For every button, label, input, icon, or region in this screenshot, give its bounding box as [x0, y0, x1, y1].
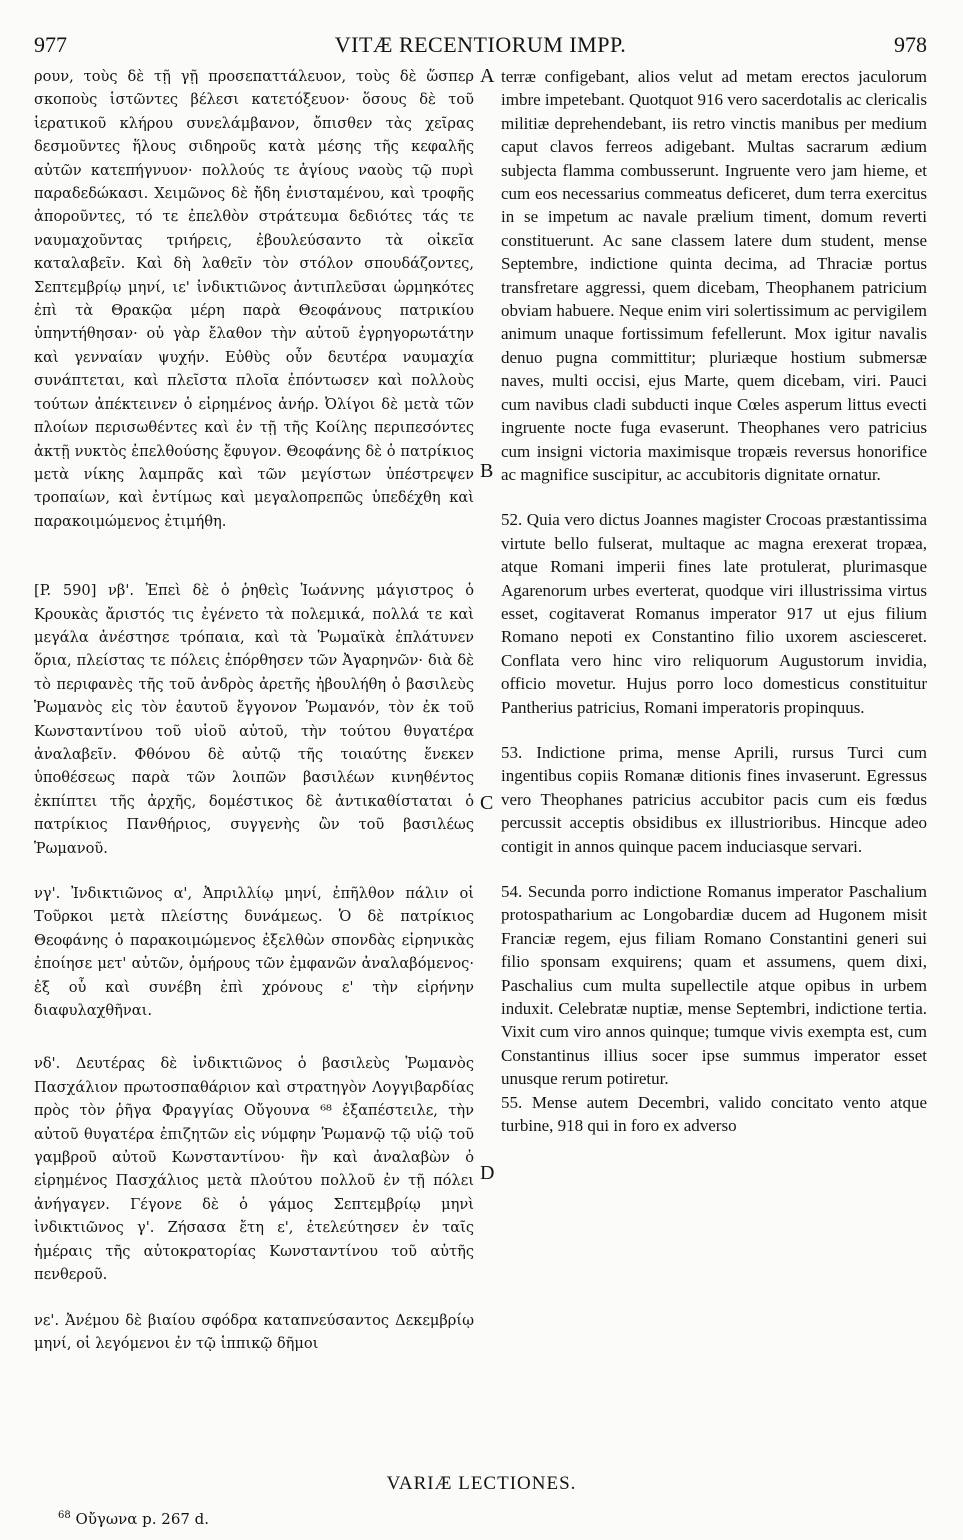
margin-letter-c: C	[480, 792, 494, 814]
footnote	[58, 1510, 209, 1528]
latin-paragraph-53: 53. Indictione prima, mense Aprili, rursus Turci cum ingentibus copiis Romanæ ditionis fines invaserunt. Egressus vero Theophanes patricius accubitor pacis cum eis fœdus percussit acceptis obsidibus ex illustrioribus. Hincque adeo contigit in annos quinque pacem induciasque servari.	[501, 742, 927, 856]
greek-paragraph-54: νδ'. Δευτέρας δὲ ἰνδικτιῶνος ὁ βασιλεὺς Ῥωμανὸς Πασχάλιον πρωτοσπαθάριον καὶ στρατηγὸν Λογγιβαρδίας πρὸς τὸν ῥῆγα Φραγγίας Οὔγουνα ⁶⁸ ἐξαπέστειλε, τὴν αὐτοῦ θυγατέρα ἐπιζητῶν εἰς νύμφην Ῥωμανῷ τῷ υἱῷ τοῦ γαμβροῦ αὐτοῦ Κωνσταντίνου· ἣν καὶ ἀναλαβὼν ὁ εἰρημένος Πασχάλιος μετὰ πλούτου πολλοῦ ἐν τῇ πόλει ἀνήγαγεν. Γέγονε δὲ ὁ γάμος Σεπτεμβρίῳ μηνὶ ἰνδικτιῶνος γ'. Ζήσασα ἔτη ε', ἐτελεύτησεν ἐν ταῖς ἡμέραις τῆς αὐτοκρατορίας Κωνσταντίνου τοῦ αὐτῆς πενθεροῦ.	[34, 1055, 474, 1284]
page-number-right: 978	[894, 32, 927, 57]
greek-paragraph-1: ρουν, τοὺς δὲ τῇ γῇ προσεπαττάλευον, τοὺς δὲ ὥσπερ σκοποὺς ἱστῶντες βέλεσι κατετόξευον· ὅσους δὲ τοῦ ἱερατικοῦ κλήρου συνελάμβανον, ὄπισθεν τὰς χεῖρας δεσμοῦντες ἥλους σιδηροῦς κατὰ μέσης τῆς κεφαλῆς αὐτῶν κατεπήγνυον· πολλούς τε ἁγίους ναοὺς τῷ πυρὶ παραδεδώκασι. Χειμῶνος δὲ ἤδη ἐνισταμένου, καὶ τροφῆς ἀποροῦντες, τό τε ἐπελθὸν στράτευμα δεδιότες τάς τε ναυμαχοῦντας τριήρεις, ἐβουλεύσαντο τὰ οἰκεῖα καταλαβεῖν. Καὶ δὴ λαθεῖν τὸν στόλον σπουδάζοντες, Σεπτεμβρίῳ μηνί, ιε' ἰνδικτιῶνος ἀντιπλεῦσαι ὡρμηκότες ἐπὶ τὰ Θρακῷα μέρη παρὰ Θεοφάνους πατρικίου ὑπηντήθησαν· οὐ γὰρ ἔλαθον τὴν αὐτοῦ ἐγρηγορωτάτην καὶ γενναίαν ψυχήν. Εὐθὺς οὖν δευτέρα ναυμαχία συνάπτεται, καὶ πλεῖστα πλοῖα ἐπόντωσεν καὶ πολλοὺς τούτων ἀπέκτεινεν ὁ εἰρημένος ἀνήρ. Ὀλίγοι δὲ μετὰ τῶν πλοίων περισωθέντες καὶ ἐν τῇ τῆς Κοίλης περιπεσόντες ἀκτῇ νυκτὸς ἐπελθούσης ἔφυγον. Θεοφάνης δὲ ὁ πατρίκιος μετὰ νίκης λαμπρᾶς καὶ τῶν μεγίστων ὑπέστρεψεν τροπαίων, καὶ ἐντίμως καὶ μεγαλοπρεπῶς ὑπεδέχθη καὶ παρακοιμώμενος ἐτιμήθη.	[34, 68, 474, 530]
margin-letter-b: B	[480, 460, 494, 482]
variae-lectiones-heading: VARIÆ LECTIONES.	[386, 1473, 577, 1494]
latin-paragraph-54: 54. Secunda porro indictione Romanus imperator Paschalium protospatharium ac Longobardiæ ducem ad Hugonem misit Franciæ regem, ejus filiam Romano Constantini generi sui filio sponsam exquirens; quam et assumens, quem dixi, Paschalius cum multa supellectile atque opibus in urbem induxit. Celebratæ nuptiæ, mense Septembri, indictione tertia. Vixit cum viro annos quinque; tumque vivis exempta est, cum Constantinus illius socer ipse summus imperator esset unusque rerum potiretur.	[501, 882, 927, 1089]
page-header	[34, 32, 927, 62]
page-number-left: 977	[34, 32, 67, 57]
greek-paragraph-53: νγ'. Ἰνδικτιῶνος α', Ἀπριλλίῳ μηνί, ἐπῆλθον πάλιν οἱ Τοῦρκοι μετὰ πλείστης δυνάμεως. Ὁ δὲ πατρίκιος Θεοφάνης ὁ παρακοιμώμενος ἐξελθὼν σπονδὰς εἰρηνικὰς ἐποίησε μετ' αὐτῶν, ὁμήρους τῶν ἐμφανῶν ἀναλαβόμενος· ἐξ οὗ καὶ συνέβη ἐπὶ χρόνους ε' τὴν εἰρήνην διαφυλαχθῆναι.	[34, 885, 474, 1020]
margin-letter-d: D	[480, 1162, 495, 1184]
latin-paragraph-52: 52. Quia vero dictus Joannes magister Crocoas præstantissima virtute bello fulserat, multaque ac magna erexerat tropæa, atque Romani imperii fines late protulerat, plurimasque Agarenorum urbes everterat, quodque viri illustrissima virtus esset, cogitaverat Romanus imperator 917 ut ejus filium Romano nepoti ex Constantino filio uxorem asciesceret. Conflata vero hinc viro reliquorum Augustorum invidia, officio movetur. Hujus porro loco domesticus constituitur Pantherius patricius, Romani imperatoris propinquus.	[501, 510, 927, 717]
greek-paragraph-55: νε'. Ἀνέμου δὲ βιαίου σφόδρα καταπνεύσαντος Δεκεμβρίῳ μηνί, οἱ λεγόμενοι ἐν τῷ ἱππικῷ δῆμοι	[34, 1311, 474, 1352]
greek-paragraph-52: [P. 590] νβ'. Ἐπεὶ δὲ ὁ ῥηθεὶς Ἰωάννης μάγιστρος ὁ Κρουκὰς ἄριστός τις ἐγένετο τὰ πολεμικά, πολλά τε καὶ μεγάλα ἀνέστησε τρόπαια, καὶ τὰ Ῥωμαϊκὰ ἐπλάτυνεν ὅρια, πλείστας τε πόλεις ἐπόρθησεν τῶν Ἀγαρηνῶν· διὰ δὲ τὸ περιφανὲς τῆς τοῦ ἀνδρὸς ἀρετῆς ἠβουλήθη ὁ βασιλεὺς Ῥωμανὸς εἰς τὸν ἑαυτοῦ ἔγγονον Ῥωμανόν, τὸν ἐκ τοῦ Κωνσταντίνου τοῦ υἱοῦ αὐτοῦ, τὴν τούτου θυγατέρα ἀναλαβεῖν. Φθόνου δὲ αὐτῷ τῆς τοιαύτης ἕνεκεν ὑποθέσεως παρὰ τῶν λοιπῶν βασιλέων κινηθέντος ἐκπίπτει τῆς ἀρχῆς, δομέστικος δὲ ἀντικαθίσταται ὁ πατρίκιος Πανθήριος, συγγενὴς ὢν τοῦ βασιλέως Ῥωμανοῦ.	[34, 582, 474, 857]
latin-column	[501, 65, 927, 1137]
greek-column	[34, 65, 474, 1355]
running-title: VITÆ RECENTIORUM IMPP.	[334, 32, 627, 57]
latin-paragraph-1: terræ configebant, alios velut ad metam erectos jaculorum imbre impetebant. Quotquot 916 vero sacerdotalis ac clericalis militiæ deprehendebant, iis retro vinctis manibus per medium caput clavos ferreos adigebant. Multas sacrarum ædium subjecta flamma combusserunt. Ingruente vero jam hieme, et cum eos necessarius commeatus deficeret, dum terra exercitus in se impetum ac navale prælium timent, domum reverti constituerunt. Ac sane classem latere dum student, mense Septembre, indictione quinta decima, ad Thraciæ portus transfretare aggressi, quem dicebam, Theophanem patricium obviam habuere. Neque enim viri solertissimum ac pervigilem animum unaque fortissimum fefellerunt. Mox igitur navalis denuo pugna committitur; pluriæque hostium submersæ naves, multi occisi, ejus Marte, quem dicebam, viri. Pauci cum navibus cladi subducti inque Cœles asperum littus evecti ingruente nocte fuga evaserunt. Theophanes vero patricius cum insigni victoria maximisque tropæis reversus honorifice ac magnifice suscipitur, ac accubitoris dignitate ornatur.	[501, 67, 927, 484]
footnote-text: Οὔγωνα p. 267 d.	[75, 1510, 210, 1528]
latin-paragraph-55: 55. Mense autem Decembri, valido concitato vento atque turbine, 918 qui in foro ex adverso	[501, 1092, 927, 1136]
footnote-mark: 68	[58, 1510, 71, 1521]
margin-letter-a: A	[480, 65, 495, 87]
